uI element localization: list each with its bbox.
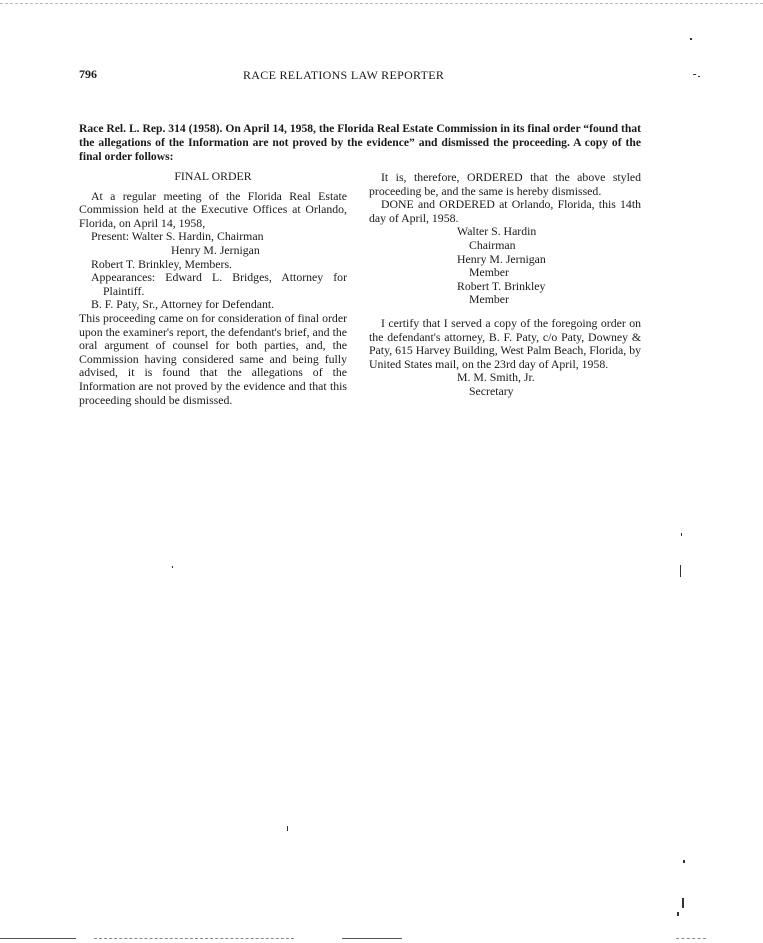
- appearances-line: Appearances: Edward L. Bridges, Attorney for Plaintiff.: [91, 270, 347, 298]
- signature-hardin-name: Walter S. Hardin: [457, 224, 537, 239]
- top-edge-dash: [0, 3, 763, 4]
- member-brinkley: Robert T. Brinkley, Members.: [91, 256, 232, 271]
- meeting-paragraph: At a regular meeting of the Florida Real Estate Commission held at the Executive Offices at Orlando, Florida, on April 14, 1958,: [79, 188, 347, 230]
- footer-rule: [94, 938, 294, 939]
- signature-jernigan-title: Member: [469, 265, 509, 280]
- secretary-title: Secretary: [469, 383, 514, 398]
- running-head: RACE RELATIONS LAW REPORTER: [243, 68, 445, 82]
- signature-brinkley-name: Robert T. Brinkley: [457, 278, 546, 293]
- signature-jernigan-name: Henry M. Jernigan: [457, 251, 546, 266]
- final-order-title: FINAL ORDER: [174, 169, 252, 183]
- left-column: [79, 170, 347, 407]
- member-jernigan: Henry M. Jernigan: [171, 242, 260, 257]
- page-number: 796: [79, 67, 97, 81]
- defendant-attorney-line: B. F. Paty, Sr., Attorney for Defendant.: [91, 297, 275, 312]
- footer-rule: [0, 938, 76, 939]
- present-line: Present: Walter S. Hardin, Chairman: [91, 229, 264, 244]
- signature-hardin-title: Chairman: [469, 237, 516, 252]
- headnote: Race Rel. L. Rep. 314 (1958). On April 14, 1958, the Florida Real Estate Commission in its final order “found that the allegations of the Information are not proved by the evidence” and dismissed the proceeding. A copy of the final order follows:: [79, 121, 641, 163]
- proceeding-paragraph: This proceeding came on for consideration of final order upon the examiner's report, the defendant's brief, and the oral argument of counsel for both parties, and, the Commission having considered same and being fully advised, it is found that the allegations of the Information are not proved by the evidence and that this proceeding should be dismissed.: [79, 310, 347, 407]
- ordered-paragraph: It is, therefore, ORDERED that the above styled proceeding be, and the same is hereby dismissed.: [369, 170, 641, 198]
- done-paragraph: DONE and ORDERED at Orlando, Florida, this 14th day of April, 1958.: [369, 197, 641, 225]
- footer-rule: [676, 938, 706, 939]
- footer-rule: [342, 938, 402, 939]
- certificate-of-service: I certify that I served a copy of the foregoing order on the defendant's attorney, B. F. Paty, c/o Paty, Downey & Paty, 615 Harvey Building, West Palm Beach, Florida, by United States mail, on the 23rd day of April, 1958.: [369, 315, 641, 371]
- right-column: [369, 171, 641, 399]
- signature-brinkley-title: Member: [469, 292, 509, 307]
- secretary-name: M. M. Smith, Jr.: [457, 370, 535, 385]
